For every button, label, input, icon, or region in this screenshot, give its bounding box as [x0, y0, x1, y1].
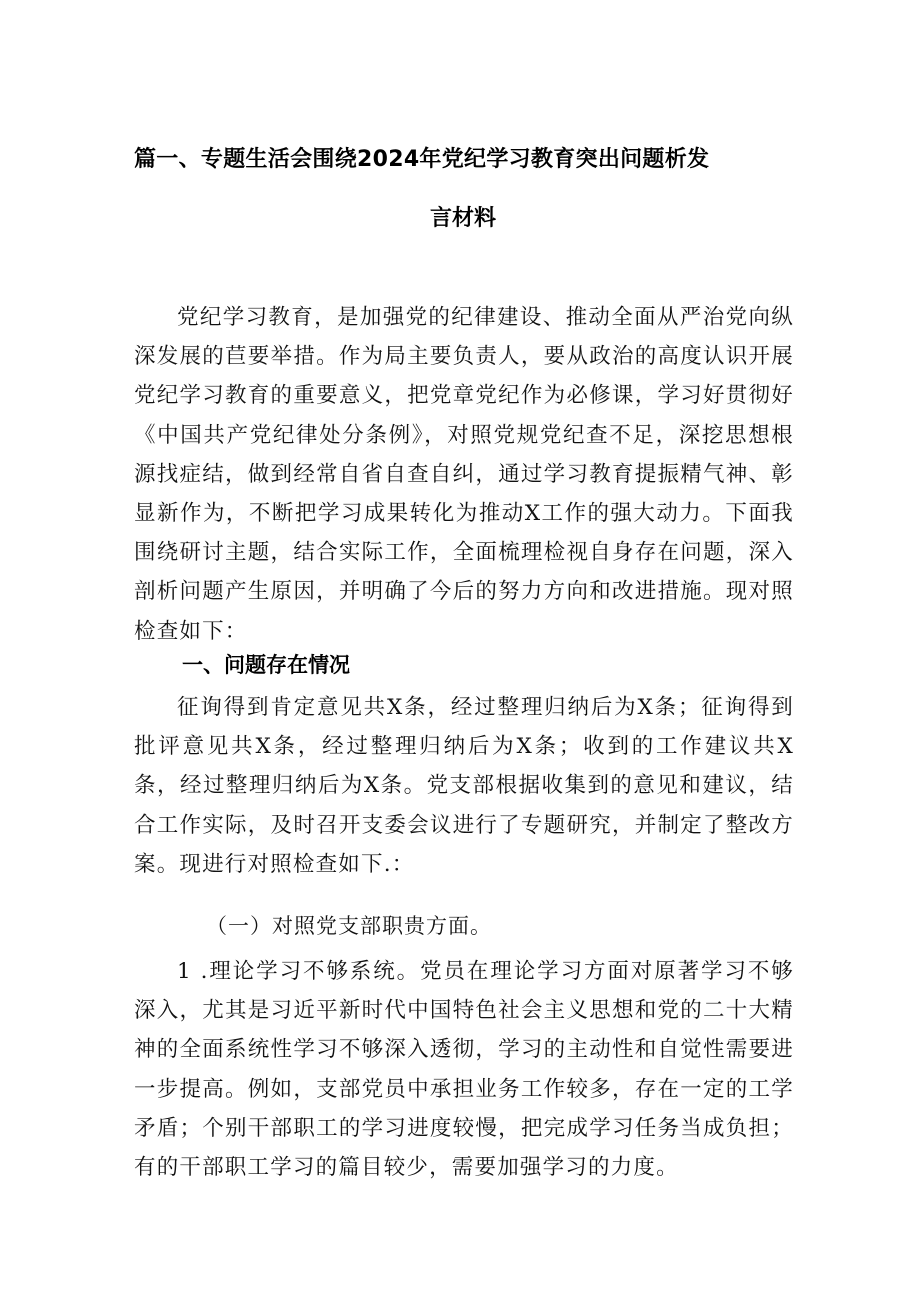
paragraph-theory-study: 1 .理论学习不够系统。党员在理论学习方面对原著学习不够深入，尤其是习近平新时代中国特色社会主义思想和党的二十大精神的全面系统性学习不够深入透彻，学习的主动性和自觉性需要进一步提高。例如，支部党员中承担业务工作较多，存在一定的工学矛盾；个别干部职工的学习进度较慢，把完成学习任务当成负担；有的干部职工学习的篇目较少，需要加强学习的力度。	[134, 959, 794, 1181]
subsection-heading-branch-duties: （一）对照党支部职贵方面。	[206, 914, 492, 938]
document-title-line-2: 言材料	[430, 206, 497, 231]
document-title-line-1: 篇一、专题生活会围绕2024年党纪学习教育突出问题析发	[134, 147, 710, 172]
section-heading-problems: 一、问题存在情况	[182, 653, 350, 677]
paragraph-intro: 党纪学习教育，是加强党的纪律建设、推动全面从严治党向纵深发展的苣要举措。作为局主要负责人，要从政治的高度认识开展党纪学习教育的重要意义，把党章党纪作为必修课，学习好贯彻好《中国共产党纪律处分条例》，对照党规党纪查不足，深挖思想根源找症结，做到经常自省自查自纠，通过学习教育提振精气神、彰显新作为，不断把学习成果转化为推动X工作的强大动力。下面我围绕研讨主题，结合实际工作，全面梳理检视自身存在问题，深入剖析问题产生原因，并明确了今后的努力方向和改进措施。现对照检查如下：	[134, 305, 794, 644]
paragraph-feedback: 征询得到肯定意见共X条，经过整理归纳后为X条；征询得到批评意见共X条，经过整理归纳后为X条；收到的工作建议共X条，经过整理归纳后为X条。党支部根据收集到的意见和建议，结合工作实际，及时召开支委会议进行了专题研究，并制定了整改方案。现进行对照检查如下.：	[134, 695, 794, 877]
